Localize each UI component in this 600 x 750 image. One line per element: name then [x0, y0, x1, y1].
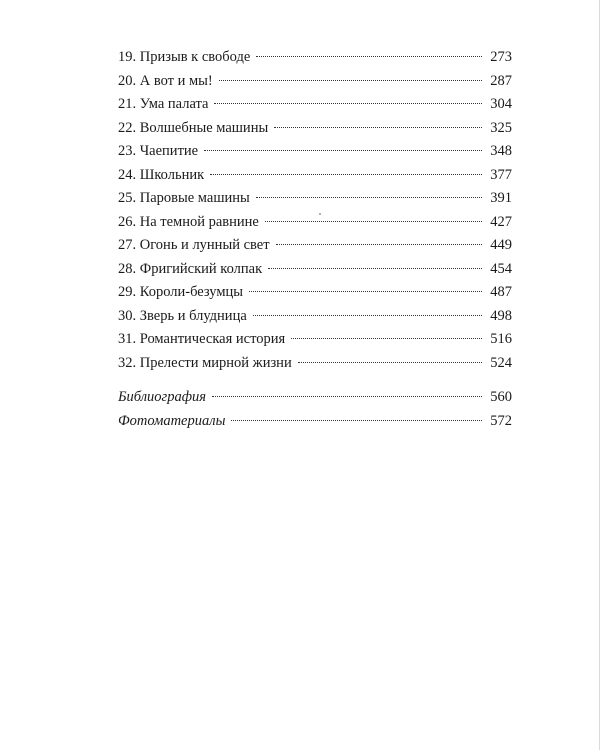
- toc-entry-chapter-29[interactable]: [118, 281, 512, 305]
- toc-entry-page-number: 325: [490, 119, 512, 136]
- toc-entry-chapter-32[interactable]: [118, 352, 512, 376]
- toc-entry-chapter-22[interactable]: [118, 117, 512, 141]
- toc-entry-page-number: 391: [490, 190, 512, 206]
- dot-leader: [249, 291, 482, 292]
- toc-entry-chapter-23[interactable]: [118, 140, 512, 164]
- toc-entry-chapter-24[interactable]: [118, 164, 512, 188]
- toc-entry-title: 28. Фригийский колпак: [118, 260, 263, 277]
- toc-entry-bibliography[interactable]: [118, 386, 512, 410]
- toc-entry-title: Фотоматериалы: [118, 412, 226, 429]
- toc-entry-chapter-30[interactable]: [118, 305, 512, 329]
- toc-entry-page-number: 572: [490, 412, 512, 429]
- toc-entry-chapter-20[interactable]: [118, 70, 512, 94]
- dot-leader: [265, 221, 482, 222]
- dot-leader: [298, 362, 482, 363]
- dot-leader: [210, 174, 482, 175]
- toc-entry-chapter-21[interactable]: [118, 93, 512, 117]
- toc-entry-page-number: 304: [490, 96, 512, 112]
- toc-entry-title: 20. А вот и мы!: [118, 72, 213, 89]
- toc-entry-title: 21. Ума палата: [118, 96, 209, 112]
- toc-entry-page-number: 377: [490, 166, 512, 183]
- toc-entry-title: 25. Паровые машины: [118, 190, 250, 206]
- dot-leader: [214, 103, 482, 104]
- toc-entry-title: 27. Огонь и лунный свет: [118, 237, 270, 253]
- toc-entry-chapter-25[interactable]: [118, 187, 512, 211]
- dot-leader: [204, 150, 482, 151]
- section-gap: [118, 375, 512, 386]
- toc-entry-page-number: 454: [490, 260, 512, 277]
- toc-entry-chapter-27[interactable]: [118, 234, 512, 258]
- toc-entry-title: 23. Чаепитие: [118, 143, 199, 159]
- toc-entry-page-number: 498: [490, 307, 512, 324]
- toc-entry-title: 26. На темной равнине: [118, 213, 259, 230]
- toc-entry-chapter-28[interactable]: [118, 258, 512, 282]
- dot-leader: [268, 268, 482, 269]
- toc-entry-chapter-31[interactable]: [118, 328, 512, 352]
- toc-entry-page-number: 560: [490, 389, 512, 405]
- toc-entry-chapter-19[interactable]: [118, 46, 512, 70]
- toc-entry-photo-materials[interactable]: [118, 410, 512, 434]
- toc-entry-page-number: 427: [490, 213, 512, 230]
- toc-entry-page-number: 449: [490, 237, 512, 253]
- toc-entry-title: 24. Школьник: [118, 166, 205, 183]
- dot-leader: [276, 244, 482, 245]
- toc-entry-title: Библиография: [118, 389, 206, 405]
- toc-entry-title: 32. Прелести мирной жизни: [118, 354, 292, 371]
- dot-leader: [253, 315, 482, 316]
- toc-entry-page-number: 487: [490, 284, 512, 300]
- dot-leader: [212, 396, 482, 397]
- toc-entry-title: 31. Романтическая история: [118, 331, 286, 347]
- dot-leader: [274, 127, 482, 128]
- dot-leader: [231, 420, 482, 421]
- toc-entry-chapter-26[interactable]: [118, 211, 512, 235]
- dot-leader: [291, 338, 482, 339]
- toc-entry-page-number: 524: [490, 354, 512, 371]
- print-speck: [319, 213, 321, 215]
- toc-entry-page-number: 516: [490, 331, 512, 347]
- dot-leader: [256, 56, 482, 57]
- dot-leader: [256, 197, 482, 198]
- toc-entry-title: 29. Короли-безумцы: [118, 284, 244, 300]
- toc-entry-title: 19. Призыв к свободе: [118, 49, 251, 65]
- table-of-contents: [118, 46, 512, 433]
- dot-leader: [219, 80, 482, 81]
- toc-entry-title: 22. Волшебные машины: [118, 119, 269, 136]
- toc-entry-page-number: 273: [490, 49, 512, 65]
- toc-entry-title: 30. Зверь и блудница: [118, 307, 247, 324]
- toc-entry-page-number: 348: [490, 143, 512, 159]
- toc-entry-page-number: 287: [490, 72, 512, 89]
